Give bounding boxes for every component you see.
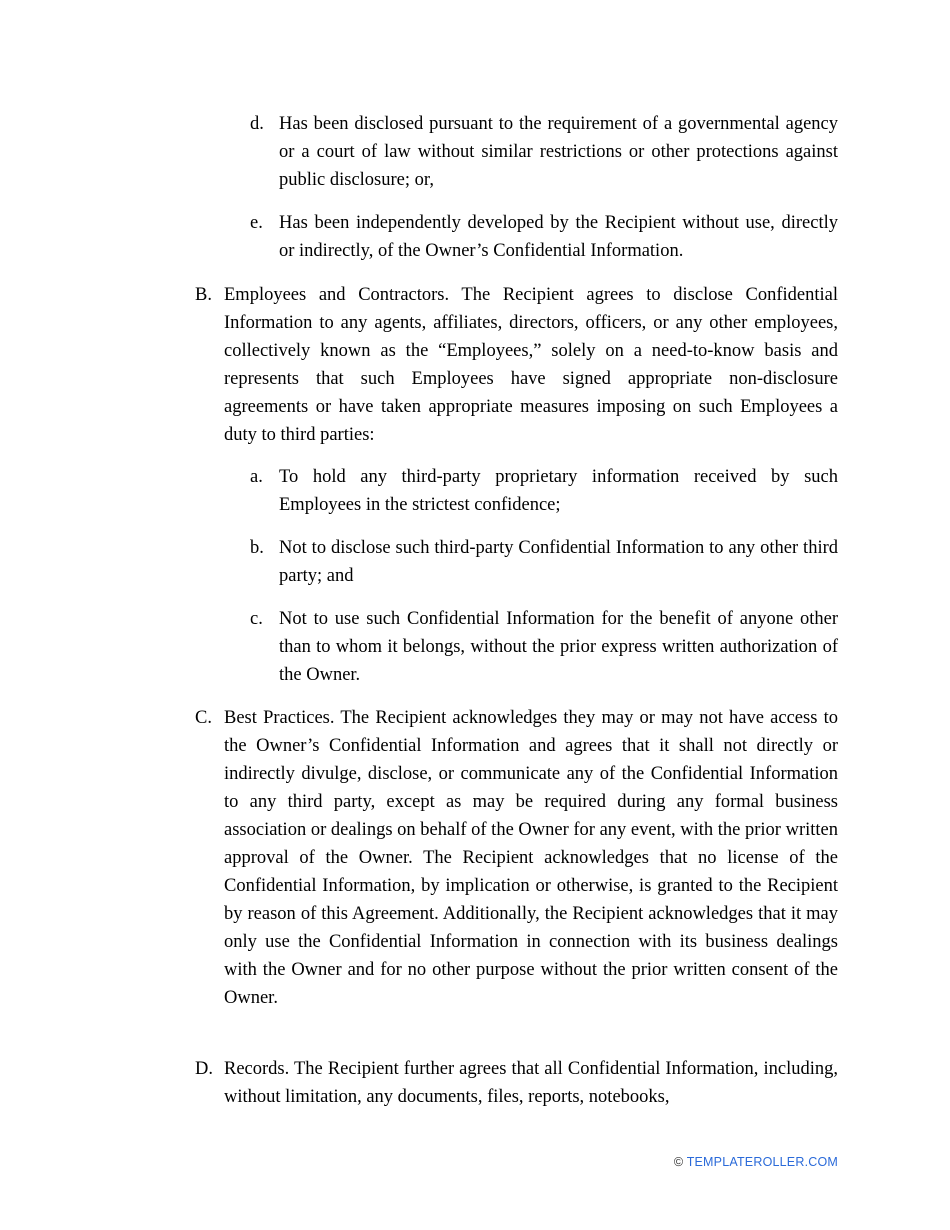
- list-item-b: [250, 534, 838, 590]
- section-marker: B.: [195, 285, 212, 305]
- list-item-e: [250, 209, 838, 265]
- list-marker: d.: [250, 114, 264, 134]
- section-b-employees-and-contractors: [195, 281, 838, 449]
- templateroller-link[interactable]: TEMPLATEROLLER.COM: [686, 1155, 838, 1169]
- list-marker: c.: [250, 609, 263, 629]
- list-item-text: To hold any third-party proprietary information received by such Employees in the strictest confidence;: [279, 467, 838, 515]
- section-d-records: [195, 1055, 838, 1111]
- list-item-c: [250, 605, 838, 689]
- section-text: Best Practices. The Recipient acknowledges they may or may not have access to the Owner’s Confidential Information and agrees that it shall not directly or indirectly divulge, disclose, or communicate any of the Confidential Information to any third party, except as may be required during any formal business association or dealings on behalf of the Owner for any event, with the prior written approval of the Owner. The Recipient acknowledges that no license of the Confidential Information, by implication or otherwise, is granted to the Recipient by reason of this Agreement. Additionally, the Recipient acknowledges that it may only use the Confidential Information in connection with its business dealings with the Owner and for no other purpose without the prior written consent of the Owner.: [224, 708, 838, 1008]
- footer-copyright: [674, 1155, 838, 1169]
- section-marker: D.: [195, 1059, 213, 1079]
- list-marker: e.: [250, 213, 263, 233]
- list-marker: a.: [250, 467, 263, 487]
- list-item-a: [250, 463, 838, 519]
- list-item-d: [250, 110, 838, 194]
- list-item-text: Has been independently developed by the Recipient without use, directly or indirectly, of the Owner’s Confidential Information.: [279, 213, 838, 261]
- list-item-text: Has been disclosed pursuant to the requirement of a governmental agency or a court of law without similar restrictions or other protections against public disclosure; or,: [279, 114, 838, 190]
- section-c-best-practices: [195, 704, 838, 1012]
- section-text: Records. The Recipient further agrees that all Confidential Information, including, without limitation, any documents, files, reports, notebooks,: [224, 1059, 838, 1107]
- list-marker: b.: [250, 538, 264, 558]
- section-marker: C.: [195, 708, 212, 728]
- list-item-text: Not to use such Confidential Information for the benefit of anyone other than to whom it belongs, without the prior express written authorization of the Owner.: [279, 609, 838, 685]
- list-item-text: Not to disclose such third-party Confidential Information to any other third party; and: [279, 538, 838, 586]
- section-text: Employees and Contractors. The Recipient agrees to disclose Confidential Information to any agents, affiliates, directors, officers, or any other employees, collectively known as the “Employees,” solely on a need-to-know basis and represents that such Employees have signed appropriate non-disclosure agreements or have taken appropriate measures imposing on such Employees a duty to third parties:: [224, 285, 838, 445]
- copyright-symbol: ©: [673, 1155, 684, 1169]
